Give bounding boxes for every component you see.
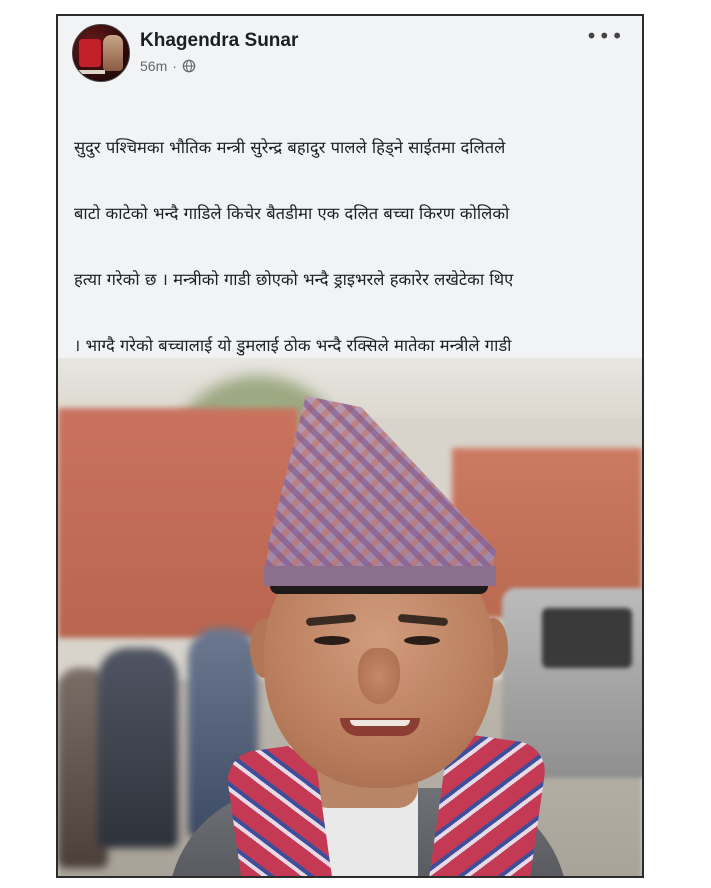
author-name[interactable]: Khagendra Sunar [140,30,299,51]
post-header [58,16,642,86]
post-text-line: । भाग्दै गरेको बच्चालाई यो डुमलाई ठोक भन्दै रक्सिले मातेका मन्त्रीले गाडी [74,336,512,355]
avatar-caption-strip [79,70,105,74]
subject-eye [314,636,350,645]
photo-background-car-window [542,608,632,668]
photo-background-building-left [58,408,298,638]
avatar[interactable] [72,24,130,82]
avatar-person [103,35,123,71]
more-options-icon[interactable]: ••• [585,24,624,48]
subject-nose [358,648,400,704]
post-text-line: बाटो काटेको भन्दै गाडिले किचेर बैतडीमा एक दलित बच्चा किरण कोलिको [74,204,510,223]
subject-teeth [350,720,410,726]
subject-eye [404,636,440,645]
photo-background-person [98,648,178,848]
post-photo[interactable] [58,358,642,878]
post-text-line: हत्या गरेको छ । मन्त्रीको गाडी छोएको भन्दै ड्राइभरले हकारेर लखेटेका थिए [74,270,514,289]
subject-topi-band [264,566,496,586]
avatar-red-graphic [79,39,101,67]
meta-separator: · [172,58,177,74]
facebook-post [56,14,644,878]
post-time[interactable]: 56m [140,58,168,74]
post-text-line: सुदुर पश्चिमका भौतिक मन्त्री सुरेन्द्र बहादुर पालले हिड्ने साईतमा दलितले [74,138,506,157]
globe-icon[interactable] [182,59,196,73]
post-meta [140,58,196,74]
